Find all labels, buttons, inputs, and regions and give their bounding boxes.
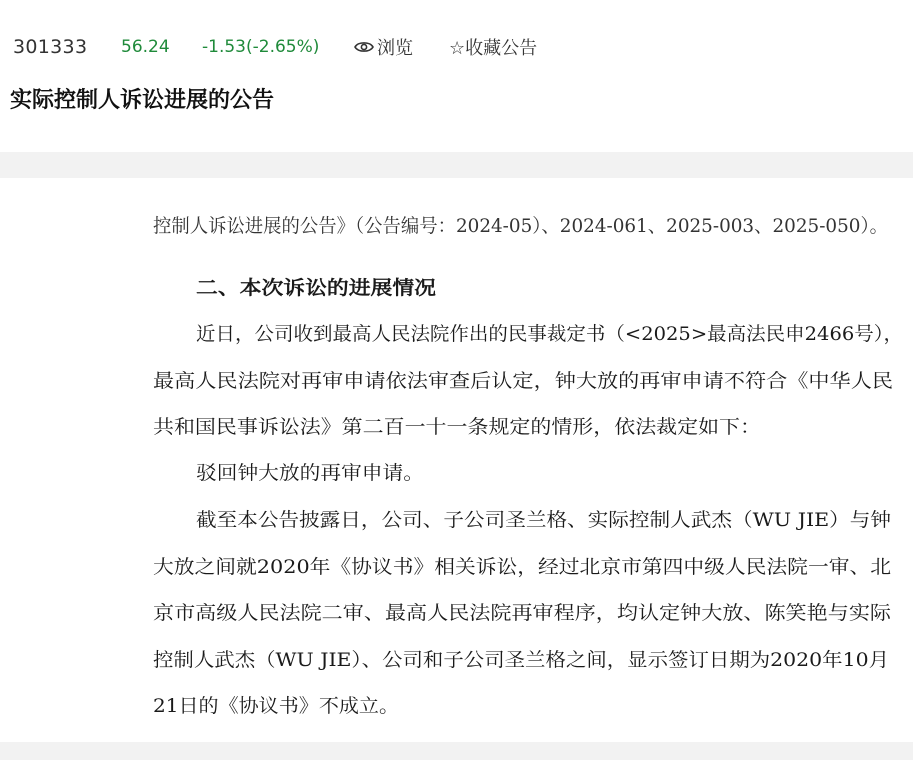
paragraph-line: 最高人民法院对再审申请依法审查后认定，钟大放的再审申请不符合《中华人民 <box>153 370 893 392</box>
divider-band <box>0 152 913 178</box>
view-button[interactable] <box>354 34 413 60</box>
paragraph-line: 截至本公告披露日，公司、子公司圣兰格、实际控制人武杰（WU JIE）与钟 <box>196 509 891 531</box>
stock-price: 56.24 <box>121 37 170 57</box>
paragraph-line: 共和国民事诉讼法》第二百一十一条规定的情形，依法裁定如下： <box>153 416 761 438</box>
view-label: 浏览 <box>377 38 413 59</box>
page-title: 实际控制人诉讼进展的公告 <box>10 88 275 113</box>
paragraph-line: 21日的《协议书》不成立。 <box>153 695 399 717</box>
paragraph-line: 近日，公司收到最高人民法院作出的民事裁定书（<2025>最高法民申2466号）， <box>196 323 903 345</box>
paragraph-line: 驳回钟大放的再审申请。 <box>196 462 424 484</box>
paragraph-line: 大放之间就2020年《协议书》相关诉讼，经过北京市第四中级人民法院一审、北 <box>153 556 891 578</box>
stock-code[interactable]: 301333 <box>13 36 88 58</box>
announcement-header <box>0 0 913 152</box>
stock-change: -1.53(-2.65%) <box>202 37 320 57</box>
document-viewer[interactable] <box>0 178 913 742</box>
favorite-label: ☆收藏公告 <box>449 38 538 59</box>
footer-band <box>0 742 913 760</box>
section-heading: 二、本次诉讼的进展情况 <box>196 277 436 299</box>
paragraph-line: 京市高级人民法院二审、最高人民法院再审程序，均认定钟大放、陈笑艳与实际 <box>153 602 891 624</box>
stock-quote-bar <box>0 28 913 68</box>
favorite-button[interactable] <box>449 34 537 60</box>
eye-icon <box>354 40 374 54</box>
cut-off-line: 控制人诉讼进展的公告》（公告编号：2024-05）、2024-061、2025-003、2025-050）。 <box>153 215 888 237</box>
paragraph-line: 控制人武杰（WU JIE）、公司和子公司圣兰格之间，显示签订日期为2020年10月 <box>153 649 889 671</box>
